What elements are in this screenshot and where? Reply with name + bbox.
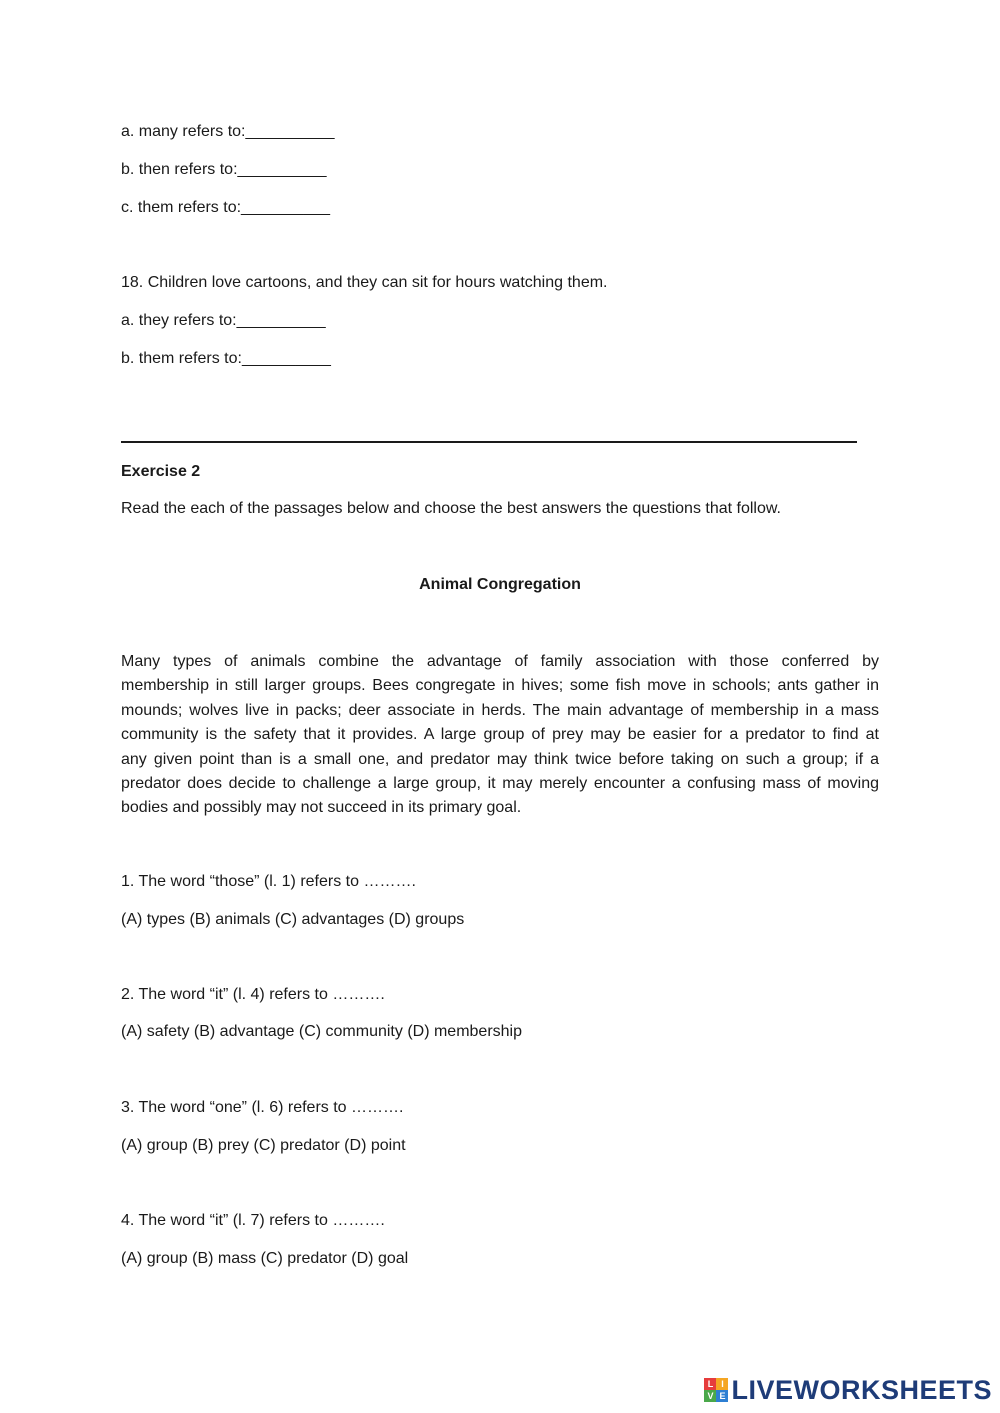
question-18-a-they: a. they refers to:__________ xyxy=(121,312,326,329)
item-b-then-refers-to: b. then refers to:__________ xyxy=(121,161,327,178)
passage-line: mounds; wolves live in packs; deer associate in herds. The main advantage of membership in a mass xyxy=(121,701,879,719)
exercise-2-instruction: Read the each of the passages below and choose the best answers the questions that follow. xyxy=(121,500,781,517)
question-18-prompt: 18. Children love cartoons, and they can sit for hours watching them. xyxy=(121,274,608,291)
question-4-stem: 4. The word “it” (l. 7) refers to ………. xyxy=(121,1212,385,1229)
logo-tile: L xyxy=(704,1378,716,1390)
passage-line: bodies and possibly may not succeed in its primary goal. xyxy=(121,799,522,817)
question-2-options: (A) safety (B) advantage (C) community (D) membership xyxy=(121,1023,522,1040)
logo-tile: I xyxy=(716,1378,728,1390)
liveworksheets-logo-icon xyxy=(704,1378,728,1402)
section-divider xyxy=(121,441,857,443)
passage-line: predator does decide to challenge a large group, it may merely encounter a confusing mass of moving xyxy=(121,775,879,793)
passage-title: Animal Congregation xyxy=(419,576,581,593)
question-18-b-them: b. them refers to:__________ xyxy=(121,350,331,367)
logo-tile: E xyxy=(716,1390,728,1402)
item-a-many-refers-to: a. many refers to:__________ xyxy=(121,123,335,140)
passage-line: any given point than is a small one, and predator may think twice before taking on such a group; if a xyxy=(121,750,879,768)
question-2-stem: 2. The word “it” (l. 4) refers to ………. xyxy=(121,986,385,1003)
item-c-them-refers-to: c. them refers to:__________ xyxy=(121,199,331,216)
logo-tile: V xyxy=(704,1390,716,1402)
question-4-options: (A) group (B) mass (C) predator (D) goal xyxy=(121,1250,409,1267)
question-1-stem: 1. The word “those” (l. 1) refers to ………. xyxy=(121,873,416,890)
passage-body xyxy=(121,650,879,821)
question-1-options: (A) types (B) animals (C) advantages (D) groups xyxy=(121,911,465,928)
passage-line: membership in still larger groups. Bees congregate in hives; some fish move in schools; ants gather in xyxy=(121,677,879,695)
exercise-2-heading: Exercise 2 xyxy=(121,463,201,480)
passage-line: community is the safety that it provides. A large group of prey may be easier for a predator to find at xyxy=(121,726,879,744)
passage-line: Many types of animals combine the advantage of family association with those conferred by xyxy=(121,653,879,670)
question-3-stem: 3. The word “one” (l. 6) refers to ………. xyxy=(121,1099,404,1116)
liveworksheets-watermark xyxy=(704,1375,992,1405)
liveworksheets-logo-text: LIVEWORKSHEETS xyxy=(731,1374,992,1405)
question-3-options: (A) group (B) prey (C) predator (D) point xyxy=(121,1137,406,1154)
